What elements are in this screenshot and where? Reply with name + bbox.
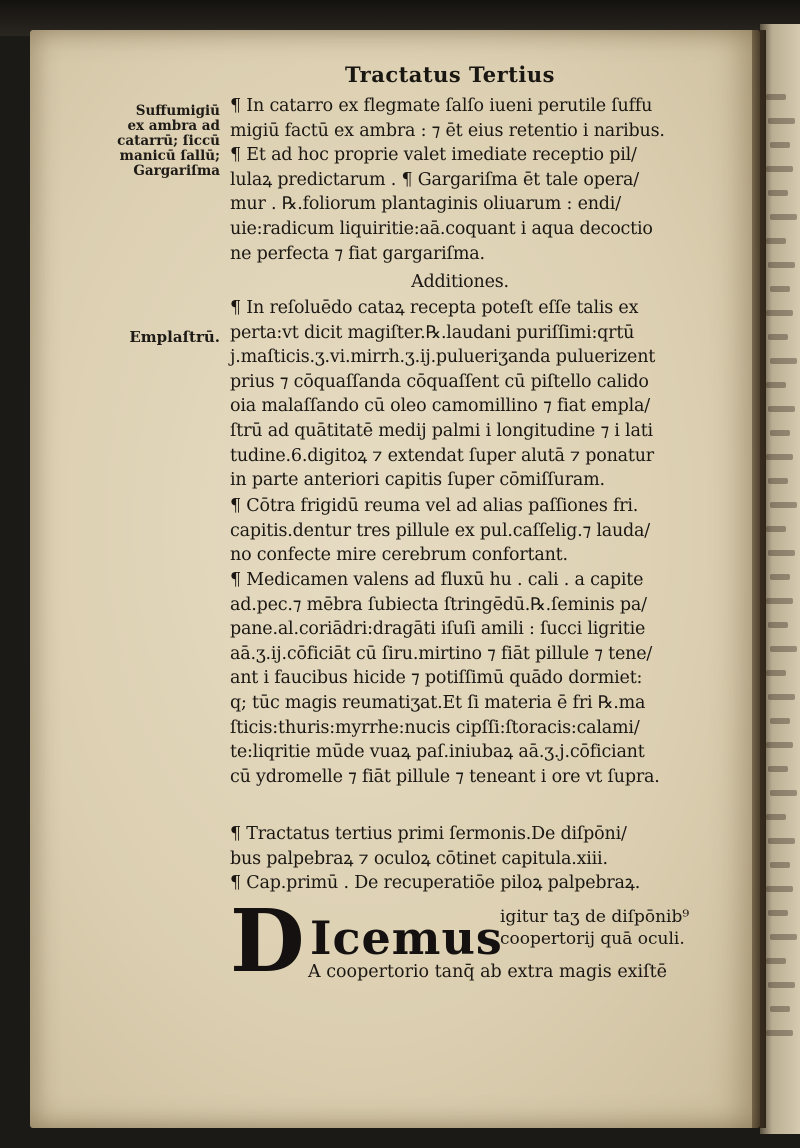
text-line: j.maſticis.ʒ.vi.mirrh.ʒ.ij.pulueriʒanda puluerizent	[230, 347, 656, 368]
facing-page-text-trace	[768, 766, 788, 772]
facing-page-text-trace	[766, 1030, 793, 1036]
text-line: aā.ʒ.ij.cōficiāt cū ſiru.mirtino ⁊ fiāt pillule ⁊ tene/	[230, 643, 653, 664]
facing-page-text-trace	[768, 694, 795, 700]
facing-page-text-trace	[770, 574, 790, 580]
facing-page-text-trace	[766, 958, 786, 964]
text-line: ¶ Medicamen valens ad fluxū hu . cali . a capite	[230, 570, 644, 590]
text-line: ¶ Et ad hoc proprie valet imediate receptio pil/	[230, 145, 637, 166]
facing-page-text-trace	[766, 526, 786, 532]
facing-page-text-trace	[770, 862, 790, 868]
facing-page-text-trace	[766, 886, 793, 892]
facing-page-text-trace	[768, 982, 795, 988]
facing-page-edge	[760, 24, 800, 1134]
gutter-shadow	[752, 30, 766, 1128]
text-line: te:liqritie mūde vuaꝝ paſ.iniubaꝝ aā.ʒ.j.cōficiant	[230, 742, 645, 763]
facing-page-text-trace	[768, 262, 795, 268]
sidenote-line: Gargariſma	[133, 163, 220, 179]
facing-page-text-trace	[770, 718, 790, 724]
facing-page-text-trace	[770, 430, 790, 436]
sidenote-line: Suffumigiū	[135, 103, 220, 119]
facing-page-text-trace	[766, 94, 786, 100]
facing-page-text-trace	[766, 310, 793, 316]
text-line: ¶ Cōtra frigidū reuma vel ad alias paſſiones fri.	[230, 496, 639, 516]
text-line: ne perfecta ⁊ fiat gargariſma.	[230, 243, 485, 264]
text-line: prius ⁊ cōquaſſanda cōquaſſent cū piſtello calido	[230, 371, 649, 392]
text-line: ¶ Cap.primū . De recuperatiōe piloꝝ palpebraꝝ.	[230, 873, 641, 894]
sidenote-line: manicū ſallū;	[119, 148, 220, 164]
initial-tail-line: coopertorij quā oculi.	[500, 929, 685, 949]
facing-page-text-trace	[766, 238, 786, 244]
facing-page-text-trace	[768, 622, 788, 628]
text-line: mur . ℞.foliorum plantaginis oliuarum : endi/	[230, 194, 621, 215]
facing-page-text-trace	[766, 598, 793, 604]
facing-page-text-trace	[768, 550, 795, 556]
facing-page-text-trace	[770, 646, 797, 652]
text-line: no confecte mire cerebrum confortant.	[230, 545, 568, 566]
facing-page-text-trace	[768, 118, 795, 124]
paragraph-tractatus-tertius	[230, 822, 740, 896]
text-line: ſtrū ad quātitatē medij palmi i longitudine ⁊ i lati	[230, 420, 653, 441]
text-line: ad.pec.⁊ mēbra ſubiecta ſtringēdū.℞.ſeminis pa/	[230, 594, 647, 615]
text-line: bus palpebraꝝ ⁊ oculoꝝ cōtinet capitula.xiii.	[230, 848, 608, 869]
paragraph-contra-frigidum	[230, 494, 740, 568]
section-heading-additiones: Additiones.	[411, 272, 509, 292]
sidenote-line: Emplaſtrū.	[129, 328, 220, 346]
facing-page-text-trace	[766, 454, 793, 460]
text-line: oia malaſſando cū oleo camomillino ⁊ fiat empla/	[230, 396, 650, 417]
facing-page-text-trace	[770, 214, 797, 220]
facing-page-text-trace	[766, 670, 786, 676]
text-line: ant i faucibus hicide ⁊ potiſſimū quādo dormiet:	[230, 668, 643, 689]
text-line: pane.al.coriādri:dragāti iſuſi amili : ſucci ligritie	[230, 619, 646, 640]
text-line: ¶ In reſoluēdo cataꝝ recepta poteſt eſſe talis ex	[230, 298, 639, 318]
text-line: lulaꝝ predictarum . ¶ Gargariſma ēt tale opera/	[230, 169, 639, 190]
last-line: A coopertorio tanq̄ ab extra magis exiſtē	[308, 962, 668, 982]
facing-page-text-trace	[768, 910, 788, 916]
text-line: capitis.dentur tres pillule ex pul.caſſelig.⁊ lauda/	[230, 520, 650, 541]
facing-page-text-trace	[770, 502, 797, 508]
paragraph-catarrh	[230, 94, 740, 266]
sidenote-suffumigium	[100, 104, 220, 179]
text-line: ¶ In catarro ex flegmate ſalſo iueni perutile ſuffu	[230, 96, 653, 116]
facing-page-text-trace	[766, 166, 793, 172]
facing-page-text-trace	[768, 478, 788, 484]
facing-page-text-trace	[770, 790, 797, 796]
facing-page-text-trace	[770, 358, 797, 364]
facing-page-text-trace	[770, 934, 797, 940]
facing-page-text-trace	[770, 142, 790, 148]
text-line: uie:radicum liquiritie:aā.coquant i aqua decoctio	[230, 218, 653, 239]
facing-page-text-trace	[768, 838, 795, 844]
sidenote-line: catarrū; ſiccū	[117, 133, 220, 149]
initial-tail-line: igitur taʒ de diſpōnib⁹	[500, 907, 690, 927]
facing-page-text-trace	[766, 814, 786, 820]
text-line: ¶ Tractatus tertius primi ſermonis.De diſpōni/	[230, 824, 627, 844]
text-line: ſticis:thuris:myrrhe:nucis cipſſi:ſtoracis:calami/	[230, 717, 640, 738]
text-line: migiū factū ex ambra : ⁊ ēt eius retentio i naribus.	[230, 120, 665, 141]
facing-page-text-trace	[766, 382, 786, 388]
facing-page-text-trace	[770, 1006, 790, 1012]
running-head: Tractatus Tertius	[345, 62, 555, 87]
text-line: q; tūc magis reumatiʒat.Et ſi materia ē fri ℞.ma	[230, 692, 646, 713]
facing-page-text-trace	[768, 406, 795, 412]
sidenote-line: ex ambra ad	[127, 118, 220, 134]
facing-page-text-trace	[768, 190, 788, 196]
text-line: cū ydromelle ⁊ fiāt pillule ⁊ teneant i ore vt ſupra.	[230, 766, 660, 787]
text-line: tudine.6.digitoꝝ ⁊ extendat ſuper alutā ⁊ ponatur	[230, 445, 654, 466]
facing-page-text-trace	[768, 334, 788, 340]
initial-word: Icemus	[310, 911, 503, 965]
facing-page-text-trace	[770, 286, 790, 292]
facing-page-text-trace	[766, 742, 793, 748]
sidenote-emplastrum	[100, 330, 220, 345]
text-line: in parte anteriori capitis ſuper cōmiſſuram.	[230, 470, 605, 491]
paragraph-medicamen	[230, 568, 740, 789]
decorated-initial: D	[230, 891, 305, 992]
paragraph-resolvendo	[230, 296, 740, 493]
text-line: perta:vt dicit magiſter.℞.laudani puriſſimi:qrtū	[230, 322, 635, 343]
